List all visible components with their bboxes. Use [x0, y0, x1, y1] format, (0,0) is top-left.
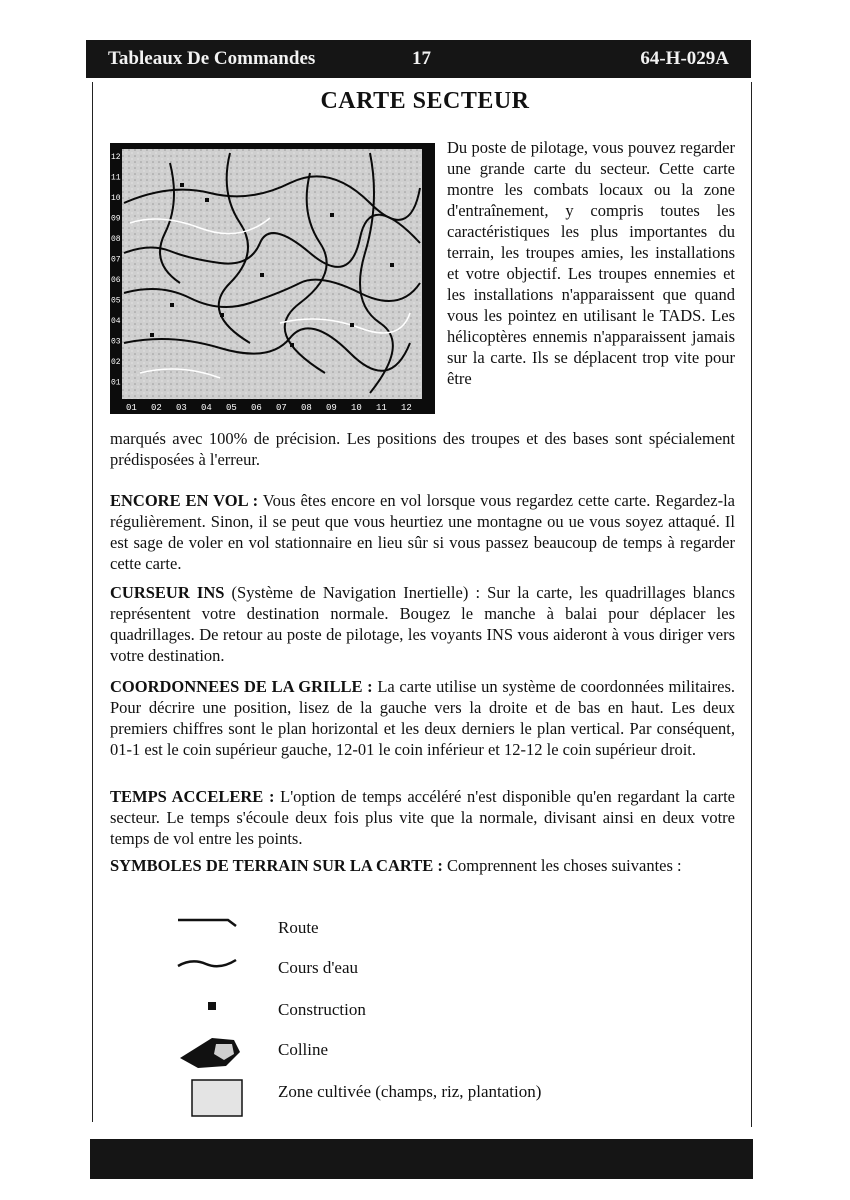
- map-grid-label-y: 10: [111, 194, 121, 203]
- section-symboles: [110, 855, 735, 876]
- map-grid-label-y: 02: [111, 358, 121, 367]
- legend-item-route: [170, 910, 690, 950]
- map-grid-label-x: 06: [251, 403, 262, 413]
- road-icon: [170, 910, 250, 950]
- header-bar: [86, 40, 751, 78]
- hill-icon: [170, 1032, 250, 1072]
- section-coordonnees: [110, 676, 735, 760]
- header-title: Tableaux De Commandes: [108, 48, 316, 69]
- legend-label: Cours d'eau: [278, 958, 359, 977]
- map-grid-label-x: 04: [201, 403, 212, 413]
- legend-item-colline: [170, 1032, 690, 1072]
- legend-item-river: [170, 950, 690, 990]
- map-grid-label-y: 11: [111, 173, 121, 183]
- legend-label: Zone cultivée (champs, riz, plantation): [278, 1082, 542, 1101]
- section-text: La carte utilise un système de coordonnées militaires. Pour décrire une position, lisez de la gauche vers la droite et de bas en haut. Les deux premiers chiffres sont le plan horizontal et les deux derniers le plan vertical. Par conséquent, 01-1 est le coin supérieur gauche, 12-01 le coin inférieur et 12-12 le coin supérieur droit.: [110, 677, 735, 759]
- document-code: 64-H-029A: [640, 48, 729, 69]
- section-encore-en-vol: [110, 490, 735, 574]
- map-grid-label-y: 07: [111, 255, 121, 265]
- map-grid-label-x: 10: [351, 403, 362, 413]
- map-grid-label-y: 08: [111, 235, 121, 244]
- section-label: ENCORE EN VOL :: [110, 491, 259, 510]
- map-grid-label-y: 05: [111, 296, 121, 306]
- right-margin-rule: [751, 82, 752, 1127]
- section-text: (Système de Navigation Inertielle) : Sur la carte, les quadrillages blancs représentent votre destination normale. Bougez le manche à balai pour déplacer les quadrillages. De retour au poste de pilotage, les voyants INS vous aideront à vous diriger vers votre destination.: [110, 583, 735, 665]
- map-grid-label-x: 03: [176, 403, 187, 413]
- section-text: Vous êtes encore en vol lorsque vous regardez cette carte. Regardez-la régulièrement. Sinon, il se peut que vous heurtiez une montagne ou ue vous soyez attaqué. Il est sage de voler en vol stationnaire en lieu sûr si vous passez beaucoup de temps à regarder cette carte.: [110, 491, 735, 573]
- sector-map-image: [110, 143, 435, 414]
- map-grid-label-y: 03: [111, 337, 121, 347]
- legend-item-zone-cultivee: [170, 1074, 690, 1114]
- section-label: COORDONNEES DE LA GRILLE :: [110, 677, 373, 696]
- section-text: Comprennent les choses suivantes :: [442, 856, 682, 875]
- map-grid-label-y: 06: [111, 276, 121, 285]
- map-grid-label-x: 12: [401, 403, 412, 413]
- map-grid-label-y: 04: [111, 317, 121, 326]
- map-grid-label-x: 11: [376, 403, 387, 413]
- map-grid-label-x: 02: [151, 403, 162, 413]
- map-grid-label-x: 01: [126, 403, 137, 413]
- map-grid-label-y: 09: [111, 214, 121, 224]
- map-grid-label-x: 05: [226, 403, 237, 413]
- section-label: SYMBOLES DE TERRAIN SUR LA CARTE :: [110, 856, 443, 875]
- legend-label: Construction: [278, 1000, 366, 1019]
- intro-text-wrapped: Du poste de pilotage, vous pouvez regarder une grande carte du secteur. Cette carte montre les combats locaux ou la zone d'entraînement, y compris toutes les caractéristiques les plus importantes du terrain, les troupes amies, les installations et votre objectif. Les troupes ennemies et les installations n'apparaissent que quand vous les pointez en utilisant le TADS. Les hélicoptères ennemis n'apparaissent jamais sur la carte. Ils se déplacent trop vite pour être: [447, 138, 735, 388]
- footer-bar: [90, 1139, 753, 1179]
- legend-label: Route: [278, 918, 319, 937]
- page-number: 17: [412, 48, 431, 69]
- left-margin-rule: [92, 82, 93, 1122]
- map-grid-label-x: 09: [326, 403, 337, 413]
- legend-item-construction: [170, 992, 690, 1032]
- map-grid-label-x: 08: [301, 403, 312, 413]
- map-grid-label-x: 07: [276, 403, 287, 413]
- legend-label: Colline: [278, 1040, 329, 1059]
- section-label: CURSEUR INS: [110, 583, 225, 602]
- section-title: CARTE SECTEUR: [320, 88, 530, 114]
- section-curseur-ins: [110, 582, 735, 666]
- section-temps-accelere: [110, 786, 735, 849]
- section-label: TEMPS ACCELERE :: [110, 787, 275, 806]
- building-icon: [170, 992, 250, 1032]
- section-text: L'option de temps accéléré n'est disponible qu'en regardant la carte secteur. Le temps s'écoule deux fois plus vite que la normale, divisant ainsi en deux votre temps de vol entre les points.: [110, 787, 735, 848]
- cultivated-zone-icon: [170, 1074, 250, 1114]
- river-icon: [170, 950, 250, 990]
- map-grid-label-y: 12: [111, 153, 121, 162]
- map-terrain: [122, 149, 422, 399]
- intro-text-continued: marqués avec 100% de précision. Les positions des troupes et des bases sont spécialement prédisposées à l'erreur.: [110, 429, 735, 469]
- map-grid-label-y: 01: [111, 378, 121, 388]
